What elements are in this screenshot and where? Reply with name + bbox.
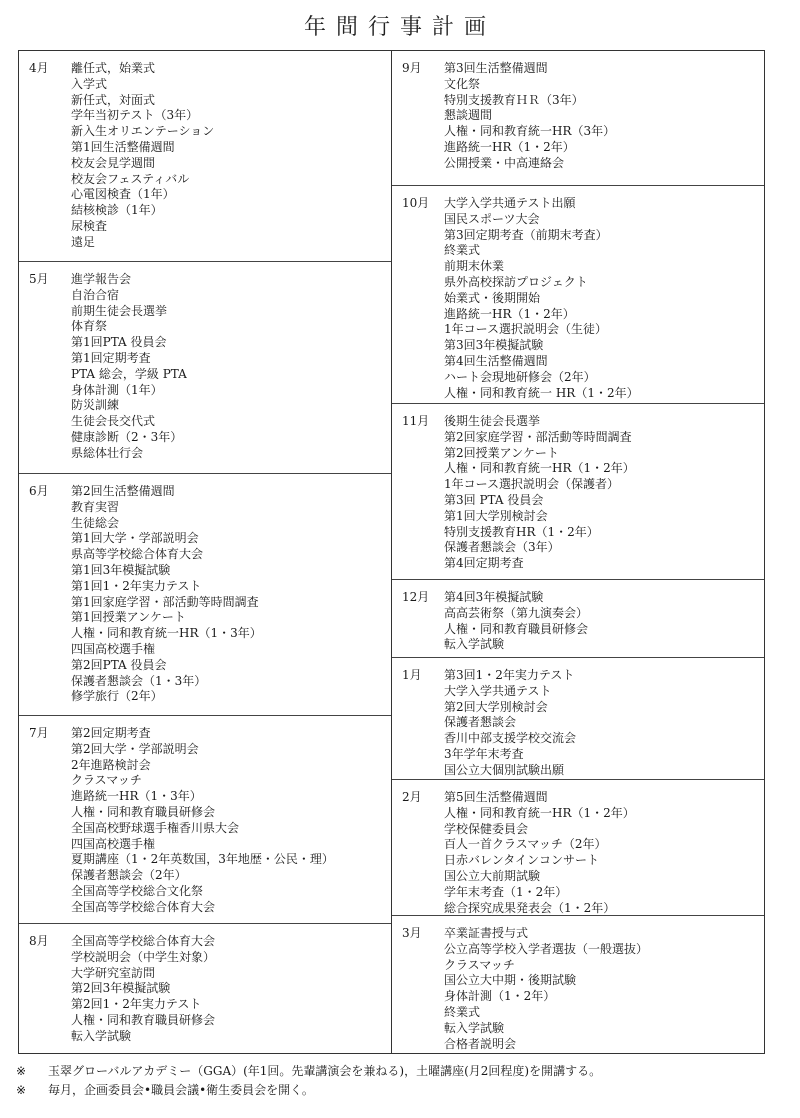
event-item: 生徒会長交代式	[71, 414, 156, 429]
month-section	[392, 915, 764, 1052]
event-item: 進路統一HR（1・2年）	[444, 306, 575, 321]
month-label: 6月	[29, 484, 49, 498]
month-label: 10月	[402, 196, 430, 210]
event-item: 第2回1・2年実力テスト	[71, 997, 202, 1012]
event-item: 保護者懇談会	[444, 715, 517, 730]
event-item: 転入学試験	[444, 1020, 505, 1035]
event-item: 第2回大学・学部説明会	[71, 741, 199, 756]
month-section	[19, 923, 391, 1052]
event-item: 第1回授業アンケート	[71, 610, 186, 625]
page-title: 年間行事計画	[303, 15, 496, 40]
event-item: 転入学試験	[71, 1028, 132, 1043]
event-item: PTA 総会，学級 PTA	[71, 366, 187, 381]
event-item: 国公立大中期・後期試験	[444, 973, 577, 988]
left-schedule-column	[18, 50, 392, 1054]
event-item: 生徒総会	[71, 515, 120, 530]
note-text: 玉翠グローバルアカデミー（GGA）(年1回。先輩講演会を兼ねる)，土曜講座(月2回程度)を開講する。	[48, 1064, 602, 1078]
event-list	[444, 196, 760, 401]
event-item: 大学入学共通テスト	[444, 683, 552, 698]
event-item: 第2回家庭学習・部活動等時間調査	[444, 429, 632, 444]
month-label: 9月	[402, 61, 422, 75]
event-item: 保護者懇談会（1・3年）	[71, 673, 207, 688]
event-item: 第4回3年模擬試験	[444, 590, 544, 604]
event-item: 学年当初テスト（3年）	[71, 108, 199, 123]
month-section	[19, 51, 391, 261]
event-item: 始業式・後期開始	[444, 290, 541, 305]
event-item: ハート会現地研修会（2年）	[444, 369, 596, 384]
event-item: 第1回PTA 役員会	[71, 335, 167, 350]
event-item: 第3回定期考査（前期末考査）	[444, 227, 608, 242]
event-list	[444, 590, 760, 653]
month-label: 11月	[402, 414, 430, 428]
month-section	[392, 657, 764, 779]
note-mark: ※	[16, 1064, 27, 1078]
month-label: 5月	[29, 272, 49, 286]
footnote	[16, 1081, 786, 1100]
event-item: 尿検査	[71, 218, 108, 233]
event-item: 第4回生活整備週間	[444, 353, 548, 368]
event-item: 懇談週間	[444, 108, 493, 123]
event-item: 終業式	[444, 1004, 481, 1019]
event-item: 夏期講座（1・2年英数国，3年地歴・公民・理）	[71, 852, 334, 867]
event-item: 第1回大学・学部説明会	[71, 531, 199, 546]
event-list	[71, 484, 387, 705]
event-item: 1年コース選択説明会（保護者）	[444, 477, 620, 492]
event-item: 転入学試験	[444, 637, 505, 652]
event-item: 第1回生活整備週間	[71, 139, 175, 154]
event-list	[71, 726, 387, 916]
right-schedule-column	[391, 50, 765, 1054]
event-item: 人権・同和教育統一 HR（1・2年）	[444, 385, 639, 400]
event-item: 県高等学校総合体育大会	[71, 547, 204, 562]
event-item: 県外高校探訪プロジェクト	[444, 274, 588, 289]
event-item: 第5回生活整備週間	[444, 790, 548, 804]
event-item: 身体計測（1年）	[71, 382, 163, 397]
month-label: 2月	[402, 790, 422, 804]
event-list	[71, 934, 387, 1045]
month-section	[392, 185, 764, 403]
event-item: 特別支援教育HR（1・2年）	[444, 524, 599, 539]
event-item: 人権・同和教育統一HR（1・3年）	[71, 626, 262, 641]
month-section	[392, 403, 764, 579]
event-item: 合格者説明会	[444, 1036, 517, 1051]
event-item: 自治合宿	[71, 287, 120, 302]
event-item: 公立高等学校入学者選抜（一般選抜）	[444, 941, 649, 956]
event-item: 前期生徒会長選挙	[71, 303, 168, 318]
event-item: クラスマッチ	[71, 773, 142, 788]
event-item: 後期生徒会長選挙	[444, 414, 541, 428]
event-item: 進路統一HR（1・3年）	[71, 789, 202, 804]
event-item: 1年コース選択説明会（生徒）	[444, 322, 608, 337]
event-item: 3年学年末考査	[444, 746, 524, 761]
event-item: 全国高等学校総合文化祭	[71, 883, 204, 898]
event-item: 四国高校選手権	[71, 641, 156, 656]
event-item: 人権・同和教育統一HR（1・2年）	[444, 805, 635, 820]
event-item: 全国高等学校総合体育大会	[71, 899, 216, 914]
month-label: 3月	[402, 926, 422, 940]
event-item: 新入生オリエンテーション	[71, 124, 215, 139]
event-item: 人権・同和教育職員研修会	[444, 621, 589, 636]
event-list	[444, 414, 760, 572]
event-item: 入学式	[71, 76, 108, 91]
event-item: 日赤バレンタインコンサート	[444, 853, 599, 868]
event-item: 大学入学共通テスト出願	[444, 196, 576, 210]
event-item: 学校説明会（中学生対象）	[71, 949, 216, 964]
month-label: 8月	[29, 934, 49, 948]
event-item: 第2回PTA 役員会	[71, 657, 167, 672]
event-item: 第1回大学別検討会	[444, 508, 548, 523]
event-item: 人権・同和教育統一HR（1・2年）	[444, 461, 635, 476]
month-label: 7月	[29, 726, 49, 740]
event-item: 修学旅行（2年）	[71, 689, 163, 704]
month-label: 1月	[402, 668, 422, 682]
event-item: 教育実習	[71, 499, 120, 514]
event-item: 進学報告会	[71, 272, 132, 286]
event-item: 第2回授業アンケート	[444, 445, 559, 460]
event-item: 心電図検査（1年）	[71, 187, 175, 202]
event-item: 校友会フェスティバル	[71, 171, 190, 186]
event-item: 進路統一HR（1・2年）	[444, 139, 575, 154]
event-item: 四国高校選手権	[71, 836, 156, 851]
event-item: 保護者懇談会（3年）	[444, 540, 560, 555]
event-item: 第2回生活整備週間	[71, 484, 175, 498]
month-section	[19, 261, 391, 473]
event-item: 人権・同和教育職員研修会	[71, 1012, 216, 1027]
month-section	[19, 715, 391, 923]
event-item: 文化祭	[444, 76, 481, 91]
event-item: 遠足	[71, 234, 96, 249]
note-text: 毎月，企画委員会•職員会議•衛生委員会を開く。	[48, 1083, 314, 1097]
event-item: 第1回定期考査	[71, 350, 151, 365]
event-item: 第3回 PTA 役員会	[444, 492, 544, 507]
event-item: 結核検診（1年）	[71, 203, 163, 218]
event-list	[71, 272, 387, 462]
event-item: 第2回3年模擬試験	[71, 981, 171, 996]
event-item: 防災訓練	[71, 398, 120, 413]
event-item: 国公立大個別試験出願	[444, 762, 565, 777]
event-item: 離任式，始業式	[71, 61, 156, 75]
footnote	[16, 1062, 786, 1081]
event-item: 人権・同和教育統一HR（3年）	[444, 124, 616, 139]
event-item: 第1回1・2年実力テスト	[71, 578, 202, 593]
event-item: 第1回3年模擬試験	[71, 562, 171, 577]
event-list	[444, 61, 760, 172]
event-item: クラスマッチ	[444, 957, 515, 972]
event-item: 第3回1・2年実力テスト	[444, 668, 575, 682]
event-item: 2年進路検討会	[71, 757, 151, 772]
event-item: 身体計測（1・2年）	[444, 989, 556, 1004]
month-section	[392, 779, 764, 915]
event-item: 高高芸術祭（第九演奏会）	[444, 605, 589, 620]
event-item: 第3回3年模擬試験	[444, 338, 544, 353]
event-item: 香川中部支援学校交流会	[444, 731, 577, 746]
month-label: 12月	[402, 590, 430, 604]
event-list	[444, 926, 760, 1052]
event-item: 第3回生活整備週間	[444, 61, 548, 75]
event-item: 全国高等学校総合体育大会	[71, 934, 216, 948]
event-item: 総合探究成果発表会（1・2年）	[444, 900, 616, 915]
event-list	[444, 790, 760, 916]
event-list	[444, 668, 760, 779]
event-item: 人権・同和教育職員研修会	[71, 804, 216, 819]
event-item: 健康診断（2・3年）	[71, 429, 183, 444]
month-section	[392, 51, 764, 185]
event-item: 県総体壮行会	[71, 445, 144, 460]
month-section	[392, 579, 764, 657]
event-item: 学年末考査（1・2年）	[444, 884, 568, 899]
event-list	[71, 61, 387, 251]
event-item: 全国高校野球選手権香川県大会	[71, 820, 240, 835]
event-item: 保護者懇談会（2年）	[71, 868, 187, 883]
event-item: 国民スポーツ大会	[444, 211, 540, 226]
month-label: 4月	[29, 61, 49, 75]
event-item: 第4回定期考査	[444, 556, 524, 571]
event-item: 大学研究室訪問	[71, 965, 156, 980]
month-section	[19, 473, 391, 715]
event-item: 第2回大学別検討会	[444, 699, 548, 714]
event-item: 卒業証書授与式	[444, 926, 529, 940]
event-item: 終業式	[444, 243, 481, 258]
event-item: 特別支援教育ＨＲ（3年）	[444, 92, 584, 107]
event-item: 新任式，対面式	[71, 92, 156, 107]
event-item: 第1回家庭学習・部活動等時間調査	[71, 594, 259, 609]
event-item: 体育祭	[71, 319, 108, 334]
event-item: 学校保健委員会	[444, 821, 529, 836]
event-item: 第2回定期考査	[71, 726, 151, 740]
event-item: 公開授業・中高連絡会	[444, 155, 565, 170]
event-item: 校友会見学週間	[71, 155, 156, 170]
event-item: 前期末休業	[444, 259, 505, 274]
note-mark: ※	[16, 1083, 27, 1097]
footnotes	[16, 1062, 786, 1100]
event-item: 百人一首クラスマッチ（2年）	[444, 837, 607, 852]
event-item: 国公立大前期試験	[444, 868, 541, 883]
